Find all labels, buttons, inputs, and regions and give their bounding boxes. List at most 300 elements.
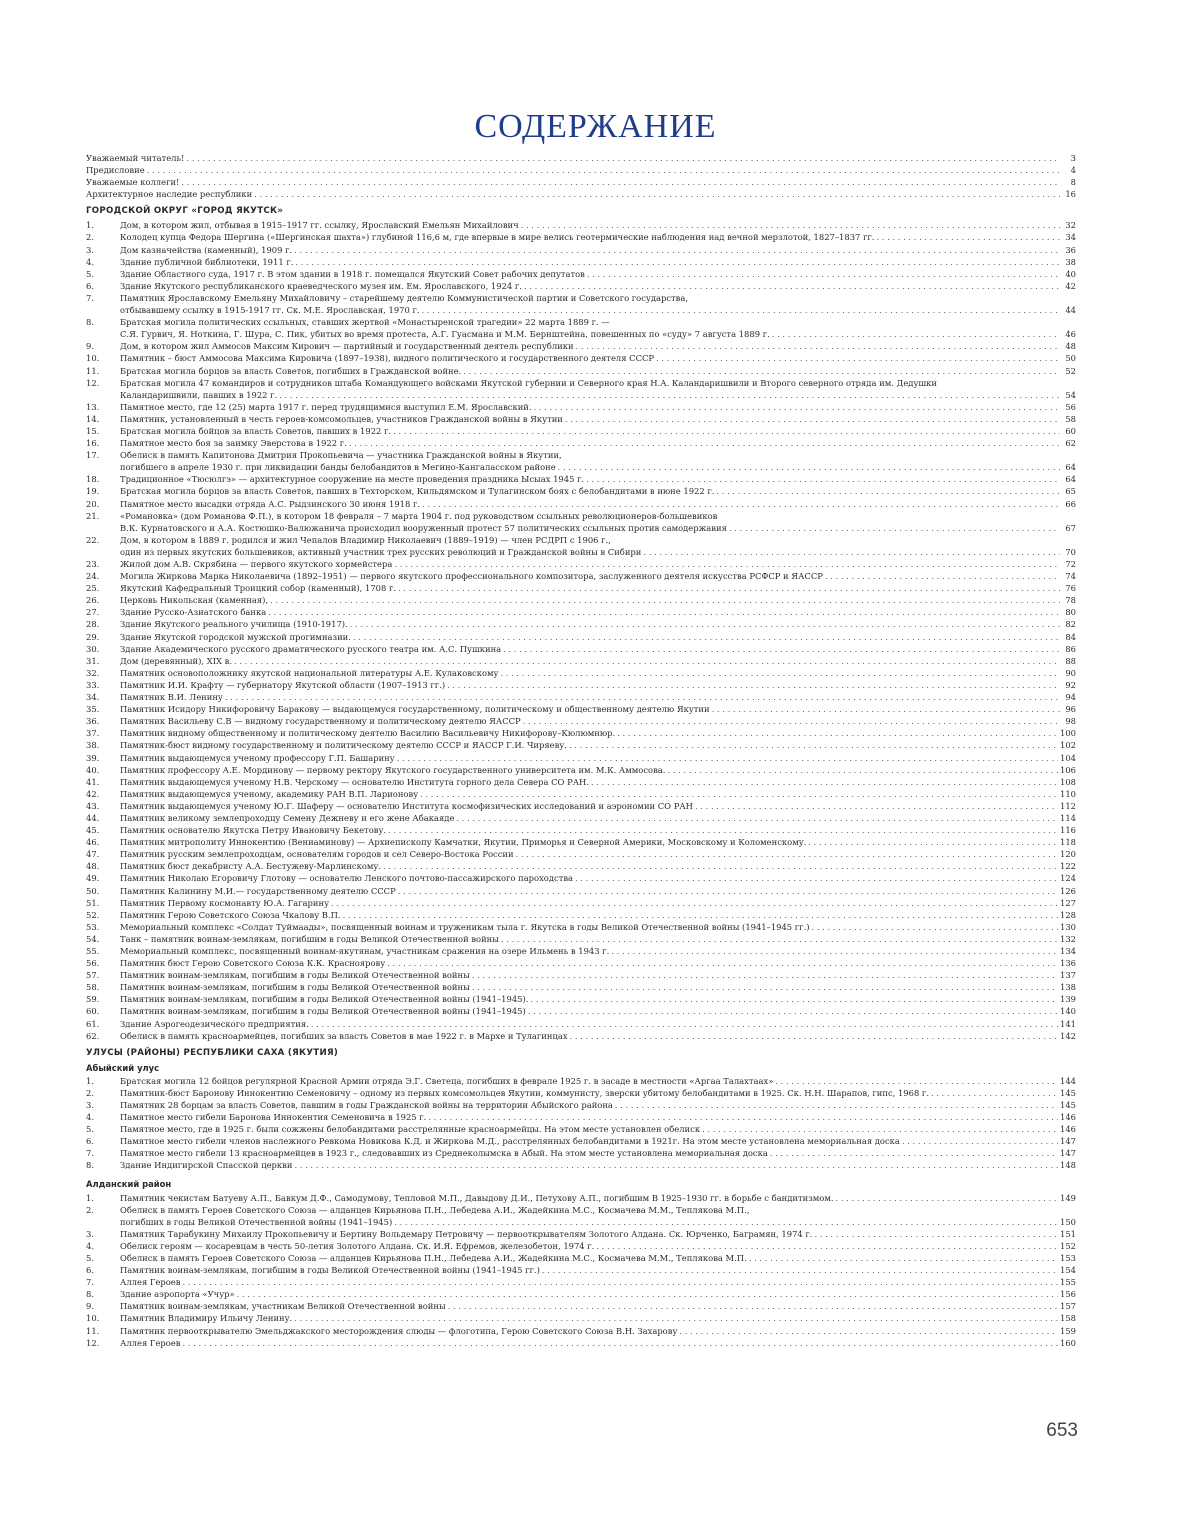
entry-page: 92 xyxy=(1065,679,1076,690)
entry-page: 154 xyxy=(1060,1265,1076,1276)
leader-dots xyxy=(394,1216,1058,1228)
toc-entry xyxy=(86,691,1076,703)
entry-page: 32 xyxy=(1065,220,1076,231)
toc-entry xyxy=(86,897,1076,909)
entry-title: Памятник – бюст Аммосова Максима Кировича (1897–1938), видного политического и государственного деятеля СССР xyxy=(120,353,655,364)
entry-title: Памятник Николаю Егоровичу Глотову — основателю Ленского почтово-пассажирского пароходства xyxy=(120,873,574,884)
entry-title: Памятник бюст декабристу А.А. Бестужеву-Марлинскому. xyxy=(120,861,381,872)
toc-entry xyxy=(86,176,1076,188)
entry-page: 62 xyxy=(1065,438,1076,449)
toc-entry xyxy=(86,498,1076,510)
entry-number: 8. xyxy=(86,317,94,328)
entry-page: 160 xyxy=(1060,1337,1076,1348)
leader-dots xyxy=(343,909,1058,921)
entry-title: Памятник воинам-землякам, участникам Великой Отечественной войны xyxy=(120,1301,446,1312)
entry-number: 47. xyxy=(86,849,100,860)
entry-title: Памятник видному общественному и политическому деятелю Василию Васильевичу Никифорову–Кюлюмнюр. xyxy=(120,728,616,739)
leader-dots xyxy=(695,800,1058,812)
toc-entry xyxy=(86,812,1076,824)
entry-page: 40 xyxy=(1065,268,1076,279)
entry-page: 84 xyxy=(1065,631,1076,642)
toc-entry xyxy=(86,715,1076,727)
entry-title: Братская могила 12 бойцов регулярной Красной Армии отряда Э.Г. Светеца, погибших в феврале 1925 г. в засаде в местности «Аргаа Талахтаах» xyxy=(120,1075,774,1086)
toc-entry xyxy=(86,280,1076,292)
entry-page: 54 xyxy=(1065,389,1076,400)
entry-number: 45. xyxy=(86,825,100,836)
leader-dots xyxy=(591,776,1058,788)
entry-page: 66 xyxy=(1065,498,1076,509)
entry-number: 2. xyxy=(86,232,94,243)
leader-dots xyxy=(383,860,1058,872)
leader-dots xyxy=(617,727,1058,739)
table-of-contents xyxy=(86,152,1076,1349)
entry-number: 6. xyxy=(86,1136,94,1147)
entry-number: 7. xyxy=(86,1148,94,1159)
leader-dots xyxy=(749,1252,1058,1264)
abyi-list xyxy=(86,1075,1076,1172)
entry-number: 1. xyxy=(86,220,94,231)
entry-page: 139 xyxy=(1060,994,1076,1005)
entry-page: 122 xyxy=(1060,861,1076,872)
entry-page: 80 xyxy=(1065,607,1076,618)
toc-entry xyxy=(86,631,1076,643)
entry-number: 4. xyxy=(86,1112,94,1123)
entry-title: Памятник Первому космонавту Ю.А. Гагарину xyxy=(120,897,330,908)
toc-entry xyxy=(86,352,1076,364)
toc-entry xyxy=(86,933,1076,945)
entry-title: Памятник великому землепроходцу Семену Дежневу и его жене Абакаяде xyxy=(120,812,455,823)
entry-title: Памятник основателю Якутска Петру Ивановичу Бекетову. xyxy=(120,825,387,836)
toc-entry xyxy=(86,594,1076,606)
toc-entry xyxy=(86,739,1076,751)
entry-title: Памятник выдающемуся ученому Н.В. Черскому — основателю Института горного дела Севера СО РАН. xyxy=(120,776,590,787)
entry-title: Уважаемые коллеги! xyxy=(86,177,180,188)
leader-dots xyxy=(902,1135,1058,1147)
toc-entry xyxy=(86,365,1076,377)
entry-title: Памятник выдающемуся ученому, академику РАН В.П. Ларионову xyxy=(120,788,419,799)
entry-page: 157 xyxy=(1060,1301,1076,1312)
entry-title: Памятник Исидору Никифоровичу Баракову — выдающемуся государственному, политическому и общественному деятелю Якутии xyxy=(120,704,710,715)
entry-page: 98 xyxy=(1065,716,1076,727)
leader-dots xyxy=(679,1325,1058,1337)
entry-page: 50 xyxy=(1065,353,1076,364)
toc-entry xyxy=(86,1228,1076,1240)
entry-page: 142 xyxy=(1060,1030,1076,1041)
entry-number: 11. xyxy=(86,365,100,376)
entry-number: 9. xyxy=(86,341,94,352)
entry-page: 72 xyxy=(1065,559,1076,569)
entry-number: 39. xyxy=(86,752,100,763)
leader-dots xyxy=(876,231,1060,243)
entry-page: 140 xyxy=(1060,1006,1076,1017)
entry-page: 44 xyxy=(1065,305,1076,316)
entry-title: Здание Якутской городской мужской прогимназии. xyxy=(120,631,351,642)
leader-dots xyxy=(503,643,1060,655)
entry-number: 6. xyxy=(86,280,94,291)
entry-number: 34. xyxy=(86,692,100,703)
entry-page: 153 xyxy=(1060,1252,1076,1263)
leader-dots xyxy=(353,631,1060,643)
entry-page: 65 xyxy=(1065,486,1076,497)
toc-entry xyxy=(86,679,1076,691)
toc-entry xyxy=(86,727,1076,739)
entry-title: Памятник И.И. Крафту — губернатору Якутской области (1907–1913 гг.) xyxy=(120,679,446,690)
entry-page: 110 xyxy=(1060,788,1076,799)
entry-page: 36 xyxy=(1065,244,1076,255)
leader-dots xyxy=(615,1099,1058,1111)
toc-entry xyxy=(86,1264,1076,1276)
leader-dots xyxy=(254,188,1060,200)
aldan-list xyxy=(86,1192,1076,1349)
entry-title: Здание Аэрогеодезического предприятия. xyxy=(120,1018,309,1029)
leader-dots xyxy=(448,1300,1058,1312)
entry-title: Дом, в котором в 1889 г. родился и жил Чепалов Владимир Николаевич (1889–1919) — член РСДРП с 1906 г., xyxy=(120,534,611,545)
entry-title: Здание аэропорта «Учур» xyxy=(120,1289,235,1300)
leader-dots xyxy=(422,304,1060,316)
leader-dots xyxy=(596,1240,1058,1252)
leader-dots xyxy=(331,897,1058,909)
entry-page: 130 xyxy=(1060,921,1076,932)
leader-dots xyxy=(712,703,1060,715)
entry-title: Церковь Никольская (каменная), xyxy=(120,595,269,606)
entry-title: Дом, в котором жил, отбывая в 1915–1917 гг. ссылку, Ярославский Емельян Михайлович xyxy=(120,220,519,231)
entry-number: 41. xyxy=(86,776,100,787)
entry-number: 52. xyxy=(86,909,100,920)
entry-number: 21. xyxy=(86,510,100,521)
entry-title: Здание Областного суда, 1917 г. В этом здании в 1918 г. помещался Якутский Совет рабочих депутатов xyxy=(120,268,585,279)
entry-page: 4 xyxy=(1070,165,1076,176)
toc-entry xyxy=(86,449,1076,461)
entry-page: 159 xyxy=(1060,1325,1076,1336)
leader-dots xyxy=(472,981,1058,993)
entry-number: 5. xyxy=(86,1124,94,1135)
leader-dots xyxy=(523,715,1060,727)
toc-entry xyxy=(86,1030,1076,1042)
entry-title: Братская могила бойцов за власть Советов, павших в 1922 г. xyxy=(120,425,392,436)
toc-entry xyxy=(86,872,1076,884)
entry-title: Памятное место, где в 1925 г. были сожжены белобандитами расстрелянные красноармейцы. На этом месте установлен обелиск xyxy=(120,1124,701,1135)
toc-entry xyxy=(86,1312,1076,1324)
entry-page: 58 xyxy=(1065,413,1076,424)
entry-number: 29. xyxy=(86,631,100,642)
leader-dots xyxy=(294,244,1060,256)
entry-title: Архитектурное наследие республики xyxy=(86,189,253,200)
leader-dots xyxy=(295,256,1060,268)
toc-entry xyxy=(86,921,1076,933)
toc-entry xyxy=(86,292,1076,304)
toc-entry xyxy=(86,1300,1076,1312)
entry-number: 8. xyxy=(86,1289,94,1300)
entry-page: 114 xyxy=(1060,812,1076,823)
entry-title: Мемориальный комплекс, посвященный воинам-якутянам, участникам сражения на озере Ильмень в 1943 г. xyxy=(120,946,610,956)
toc-entry xyxy=(86,1337,1076,1349)
entry-page: 52 xyxy=(1065,365,1076,376)
entry-page: 124 xyxy=(1060,873,1076,884)
toc-entry-continuation xyxy=(86,1216,1076,1228)
entry-title-continuation: отбывавшему ссылку в 1915-1917 гг. Ск. М.Е. Ярославская, 1970 г. xyxy=(120,305,420,316)
entry-page: 155 xyxy=(1060,1277,1076,1288)
leader-dots xyxy=(447,679,1060,691)
entry-title: Памятник воинам-землякам, погибшим в годы Великой Отечественной войны xyxy=(120,970,470,981)
leader-dots xyxy=(398,582,1060,594)
entry-title-continuation: С.Я. Гурвич, Я. Ноткина, Г. Шура, С. Пик, убитых во время протеста, А.Г. Гуасмана и М.М. Бернштейна, повешенных по «суду» 7 августа 1889 г. xyxy=(120,329,770,340)
entry-title: Памятник воинам-землякам, погибшим в годы Великой Отечественной войны xyxy=(120,982,470,993)
toc-entry xyxy=(86,945,1076,957)
leader-dots xyxy=(542,1264,1058,1276)
entry-number: 35. xyxy=(86,704,100,715)
toc-entry xyxy=(86,1240,1076,1252)
entry-number: 12. xyxy=(86,1337,100,1348)
entry-title: Жилой дом А.В. Скрябина — первого якутского хормейстера xyxy=(120,559,393,569)
entry-number: 10. xyxy=(86,353,100,364)
leader-dots xyxy=(350,618,1060,630)
entry-number: 9. xyxy=(86,1301,94,1312)
entry-title: Традиционное «Тюсюлгэ» — архитектурное сооружение на месте проведения праздника Ысыах 1945 г. xyxy=(120,474,585,485)
entry-page: 34 xyxy=(1065,232,1076,243)
entry-number: 6. xyxy=(86,1265,94,1276)
entry-number: 60. xyxy=(86,1006,100,1017)
toc-entry xyxy=(86,1147,1076,1159)
entry-page: 112 xyxy=(1060,800,1076,811)
toc-entry xyxy=(86,1204,1076,1216)
entry-page: 147 xyxy=(1060,1148,1076,1159)
leader-dots xyxy=(294,1312,1058,1324)
entry-number: 18. xyxy=(86,474,100,485)
entry-number: 5. xyxy=(86,268,94,279)
entry-title: Памятник русским землепроходцам, основателям городов и сел Северо-Востока России xyxy=(120,849,514,860)
entry-number: 2. xyxy=(86,1204,94,1215)
entry-page: 106 xyxy=(1060,764,1076,775)
entry-number: 58. xyxy=(86,982,100,993)
leader-dots xyxy=(611,945,1058,957)
entry-title: Здание Индигирской Спасской церкви xyxy=(120,1160,293,1171)
leader-dots xyxy=(388,824,1058,836)
entry-title: Якутский Кафедральный Троицкий собор (каменный), 1708 г. xyxy=(120,583,397,594)
entry-page: 136 xyxy=(1060,958,1076,969)
entry-title: Братская могила борцов за власть Советов, павших в Техторском, Кильдямском и Тулагинском боях с белобандитами в июне 1922 г. xyxy=(120,486,715,497)
entry-title: Здание публичной библиотеки, 1911 г. xyxy=(120,256,294,267)
toc-entry xyxy=(86,1099,1076,1111)
entry-page: 64 xyxy=(1065,474,1076,485)
toc-entry xyxy=(86,473,1076,485)
toc-entry xyxy=(86,1252,1076,1264)
entry-number: 40. xyxy=(86,764,100,775)
leader-dots xyxy=(570,1030,1058,1042)
entry-title: Памятник Тарабукину Михаилу Прокопьевичу и Бертину Вольдемару Петровичу — первооткрывателям Золотого Алдана. Ск. Юрченко, Баграмян, 1974 г. xyxy=(120,1228,813,1239)
entry-page: 150 xyxy=(1060,1216,1076,1227)
toc-entry xyxy=(86,1005,1076,1017)
entry-page: 48 xyxy=(1065,341,1076,352)
entry-number: 25. xyxy=(86,583,100,594)
entry-page: 158 xyxy=(1060,1313,1076,1324)
entry-title: Здание Русско-Азиатского банка xyxy=(120,607,267,618)
toc-entry xyxy=(86,413,1076,425)
leader-dots xyxy=(500,667,1060,679)
leader-dots xyxy=(349,437,1060,449)
entry-title-continuation: погибшего в апреле 1930 г. при ликвидации банды белобандитов в Мегино-Кангаласском районе xyxy=(120,462,556,473)
entry-page: 145 xyxy=(1060,1087,1076,1098)
entry-page: 151 xyxy=(1060,1228,1076,1239)
entry-page: 38 xyxy=(1065,256,1076,267)
entry-title: Памятное место гибели 13 красноармейцев в 1923 г., следовавших из Среднеколымска в Абый. На этом месте установлена мемориальная доска xyxy=(120,1148,768,1159)
leader-dots xyxy=(279,389,1060,401)
leader-dots xyxy=(534,401,1060,413)
leader-dots xyxy=(836,1192,1058,1204)
toc-entry xyxy=(86,667,1076,679)
toc-entry xyxy=(86,1159,1076,1171)
toc-entry xyxy=(86,800,1076,812)
entry-page: 147 xyxy=(1060,1136,1076,1147)
entry-number: 38. xyxy=(86,740,100,751)
entry-number: 16. xyxy=(86,438,100,449)
entry-number: 1. xyxy=(86,1192,94,1203)
toc-entry xyxy=(86,606,1076,618)
entry-number: 19. xyxy=(86,486,100,497)
leader-dots xyxy=(716,485,1060,497)
entry-page: 46 xyxy=(1065,329,1076,340)
entry-page: 145 xyxy=(1060,1099,1076,1110)
entry-title: Памятное место гибели членов наслежного Ревкома Новикова К.Д. и Жиркова М.Д., расстрелянных белобандитами в 1921г. На этом месте установлена мемориальная доска xyxy=(120,1136,900,1147)
entry-title: Памятник-бюст видному государственному и политическому деятелю СССР и ЯАССР Г.И. Чиряеву. xyxy=(120,740,567,751)
toc-entry-continuation xyxy=(86,461,1076,473)
entry-page: 82 xyxy=(1065,619,1076,630)
subsection-heading-abyi: Абыйский улус xyxy=(86,1062,160,1073)
toc-entry xyxy=(86,219,1076,231)
entry-number: 17. xyxy=(86,450,100,461)
entry-title-continuation: погибших в годы Великой Отечественной войны (1941–1945) xyxy=(120,1216,393,1227)
toc-entry xyxy=(86,655,1076,667)
yakutsk-list xyxy=(86,219,1076,1041)
entry-page: 134 xyxy=(1060,946,1076,956)
entry-title: Памятник митрополиту Иннокентию (Вениаминову) — Архиепископу Камчатки, Якутии, Приморья и Северной Америки, Московскому и Коломенскому. xyxy=(120,837,807,848)
leader-dots xyxy=(181,176,1060,188)
entry-number: 51. xyxy=(86,897,100,908)
subsection-heading-aldan: Алданский район xyxy=(86,1179,172,1190)
entry-number: 13. xyxy=(86,401,100,412)
entry-page: 127 xyxy=(1060,897,1076,908)
entry-title: Памятник первооткрывателю Эмельджакского месторождения слюды — флоготипа, Герою Советского Союза В.Н. Захарову xyxy=(120,1325,678,1336)
leader-dots xyxy=(225,691,1060,703)
leader-dots xyxy=(501,933,1058,945)
entry-title: Памятник Герою Советского Союза Чкалову В.П. xyxy=(120,909,341,920)
entry-title: Здание Якутского республиканского краеведческого музея им. Ем. Ярославского, 1924 г. xyxy=(120,280,522,291)
entry-page: 67 xyxy=(1065,522,1076,533)
leader-dots xyxy=(398,885,1058,897)
entry-number: 62. xyxy=(86,1030,100,1041)
toc-entry xyxy=(86,836,1076,848)
toc-entry xyxy=(86,268,1076,280)
leader-dots xyxy=(587,268,1060,280)
leader-dots xyxy=(643,546,1060,558)
toc-entry xyxy=(86,534,1076,546)
entry-number: 55. xyxy=(86,946,100,956)
entry-title: Памятник, установленный в честь героев-комсомольцев, участников Гражданской войны в Якутии xyxy=(120,413,563,424)
entry-number: 59. xyxy=(86,994,100,1005)
entry-page: 132 xyxy=(1060,933,1076,944)
entry-page: 126 xyxy=(1060,885,1076,896)
entry-title: Памятное место гибели Баронова Иннокентия Семеновича в 1925 г. xyxy=(120,1112,427,1123)
entry-number: 23. xyxy=(86,559,100,569)
entry-page: 94 xyxy=(1065,692,1076,703)
entry-title: Здание Якутского реального училища (1910-1917). xyxy=(120,619,348,630)
toc-entry xyxy=(86,231,1076,243)
toc-entry xyxy=(86,788,1076,800)
leader-dots xyxy=(667,764,1058,776)
leader-dots xyxy=(565,413,1060,425)
leader-dots xyxy=(729,522,1060,534)
leader-dots xyxy=(311,1018,1058,1030)
entry-page: 78 xyxy=(1065,595,1076,606)
entry-page: 70 xyxy=(1065,546,1076,557)
entry-number: 4. xyxy=(86,1240,94,1251)
leader-dots xyxy=(147,164,1060,176)
entry-title: Памятник воинам-землякам, погибшим в годы Великой Отечественной войны (1941–1945). xyxy=(120,994,529,1005)
section-heading-uluses: УЛУСЫ (РАЙОНЫ) РЕСПУБЛИКИ САХА (ЯКУТИЯ) xyxy=(86,1047,339,1058)
entry-number: 31. xyxy=(86,655,100,666)
entry-number: 44. xyxy=(86,812,100,823)
leader-dots xyxy=(530,993,1058,1005)
toc-entry xyxy=(86,848,1076,860)
entry-title: Памятное место, где 12 (25) марта 1917 г. перед трудящимися выступил Е.М. Ярославский. xyxy=(120,401,532,412)
entry-title-continuation: В.К. Курнатовского и А.А. Костюшко-Валюжанича происходил вооруженный протест 57 политических ссыльных против самодержавия xyxy=(120,522,727,533)
entry-page: 90 xyxy=(1065,667,1076,678)
leader-dots xyxy=(428,1111,1058,1123)
leader-dots xyxy=(575,872,1058,884)
leader-dots xyxy=(422,498,1060,510)
leader-dots xyxy=(420,788,1058,800)
entry-page: 116 xyxy=(1060,825,1076,836)
entry-number: 3. xyxy=(86,1099,94,1110)
section-heading-yakutsk: ГОРОДСКОЙ ОКРУГ «ГОРОД ЯКУТСК» xyxy=(86,206,284,217)
leader-dots xyxy=(558,461,1060,473)
entry-title: Дом казначейства (каменный), 1909 г. xyxy=(120,244,293,255)
toc-entry-continuation xyxy=(86,522,1076,534)
leader-dots xyxy=(569,739,1058,751)
toc-entry xyxy=(86,437,1076,449)
entry-title: Памятник Ярославскому Емельяну Михайловичу – старейшему деятелю Коммунистической партии и Советского государства, xyxy=(120,292,689,303)
entry-page: 56 xyxy=(1065,401,1076,412)
toc-entry xyxy=(86,425,1076,437)
entry-page: 102 xyxy=(1060,740,1076,751)
entry-title: Памятник Васильеву С.В — видному государственному и политическому деятелю ЯАССР xyxy=(120,716,521,727)
entry-page: 108 xyxy=(1060,776,1076,787)
leader-dots xyxy=(516,848,1058,860)
leader-dots xyxy=(393,425,1060,437)
entry-title: Памятник 28 борцам за власть Советов, павшим в годы Гражданской войны на территории Абыйского района xyxy=(120,1099,613,1110)
entry-title: Обелиск в память Героев Советского Союза — алданцев Кирьянова П.Н., Лебедева А.И., Жадейкина М.С., Космачева М.М., Теплякова М.П. xyxy=(120,1252,747,1263)
leader-dots xyxy=(524,280,1060,292)
toc-entry xyxy=(86,618,1076,630)
entry-number: 15. xyxy=(86,425,100,436)
toc-entry xyxy=(86,256,1076,268)
entry-page: 60 xyxy=(1065,425,1076,436)
entry-number: 36. xyxy=(86,716,100,727)
toc-entry xyxy=(86,401,1076,413)
toc-entry xyxy=(86,909,1076,921)
toc-entry xyxy=(86,764,1076,776)
toc-entry xyxy=(86,860,1076,872)
entry-title: Мемориальный комплекс «Солдат Туймаады», посвященный воинам и труженикам тыла г. Якутска в годы Великой Отечественной войны (1941–1945 гг.) xyxy=(120,921,810,932)
entry-number: 24. xyxy=(86,571,100,582)
entry-title: Дом, в котором жил Аммосов Максим Кирович — партийный и государственный деятель республики xyxy=(120,341,574,352)
entry-page: 100 xyxy=(1060,728,1076,739)
entry-number: 49. xyxy=(86,873,100,884)
entry-title: «Романовка» (дом Романова Ф.П.), в котором 18 февраля – 7 марта 1904 г. под руководством ссыльных революционеров-большевиков xyxy=(120,510,718,521)
leader-dots xyxy=(825,570,1060,582)
entry-title: Аллея Героев xyxy=(120,1337,181,1348)
entry-title: Памятник-бюст Баронову Иннокентию Семеновичу – одному из первых комсомольцев Якутии, коммунисту, зверски убитому белобандитами в 1925. Ск. Н.Н. Шарапов, гипс, 1968 г. xyxy=(120,1087,929,1098)
entry-page: 104 xyxy=(1060,752,1076,763)
